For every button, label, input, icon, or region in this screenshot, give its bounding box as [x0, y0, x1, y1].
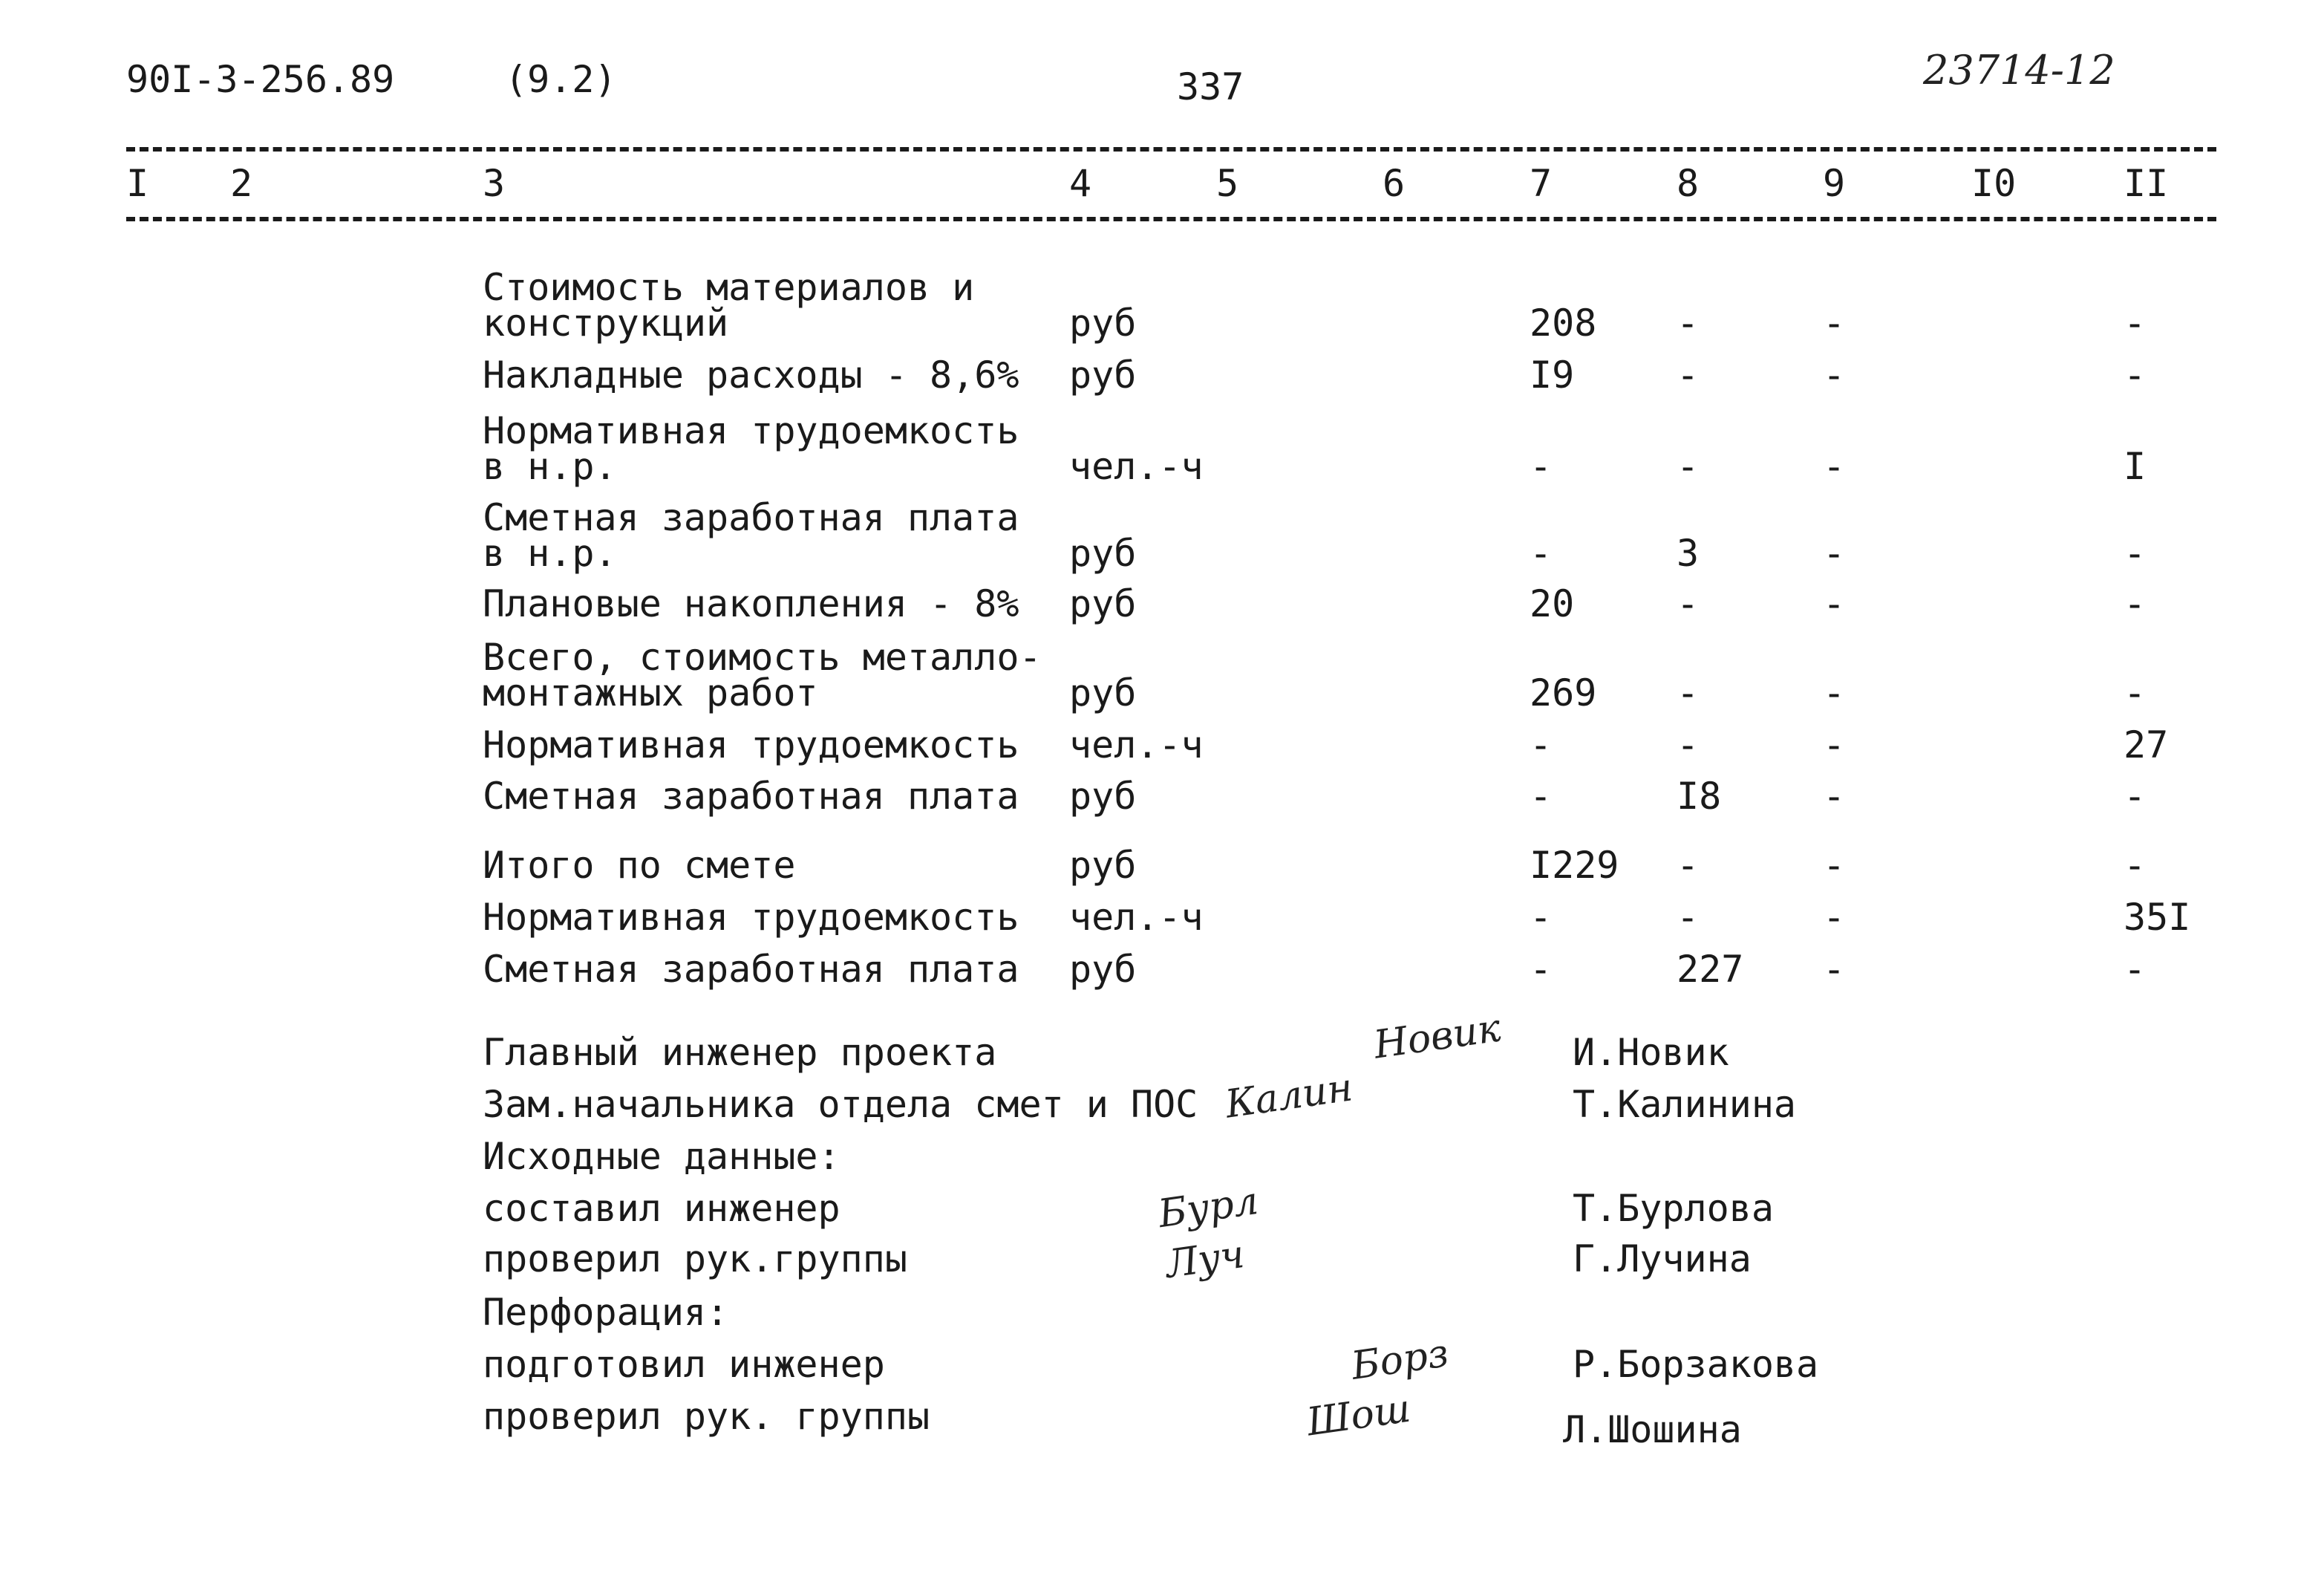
row-unit: руб: [1069, 948, 1137, 991]
signer-name: Р.Борзакова: [1573, 1343, 1819, 1386]
column-header-1: I: [126, 162, 149, 205]
row-col-9: -: [1823, 582, 1846, 625]
signature-role: Зам.начальника отдела смет и ПОС: [483, 1083, 1198, 1126]
row-col-7: I9: [1530, 354, 1575, 397]
row-col-7: -: [1530, 532, 1553, 575]
row-description: Нормативная трудоемкость: [483, 723, 1019, 766]
column-header-3: 3: [483, 162, 506, 205]
signer-name: И.Новик: [1573, 1031, 1729, 1074]
row-description-cont: конструкций: [483, 302, 729, 345]
section-number: (9.2): [505, 58, 617, 101]
row-col-7: -: [1530, 896, 1553, 939]
row-col-11: -: [2124, 948, 2147, 991]
signature-scribble-icon: Бурл: [1155, 1178, 1261, 1237]
row-description-cont: монтажных работ: [483, 671, 818, 714]
column-header-6: 6: [1383, 162, 1406, 205]
column-header-9: 9: [1823, 162, 1846, 205]
column-header-7: 7: [1530, 162, 1553, 205]
row-description-cont: в н.р.: [483, 532, 617, 575]
row-description: Накладные расходы - 8,6%: [483, 354, 1019, 397]
row-col-8: -: [1677, 844, 1700, 887]
document-code: 90I-3-256.89: [126, 58, 395, 101]
row-description: Итого по смете: [483, 844, 796, 887]
row-col-11: -: [2124, 671, 2147, 714]
signature-scribble-icon: Калин: [1222, 1065, 1356, 1127]
row-col-8: -: [1677, 671, 1700, 714]
row-unit: чел.-ч: [1069, 896, 1204, 939]
row-col-9: -: [1823, 844, 1846, 887]
row-col-9: -: [1823, 354, 1846, 397]
row-description-cont: в н.р.: [483, 445, 617, 488]
row-col-7: -: [1530, 723, 1553, 766]
signature-scribble-icon: Луч: [1163, 1231, 1247, 1288]
row-col-9: -: [1823, 671, 1846, 714]
row-description: Сметная заработная плата: [483, 775, 1019, 818]
row-col-7: 269: [1530, 671, 1597, 714]
signature-role: подготовил инженер: [483, 1343, 885, 1386]
row-description: Всего, стоимость металло-: [483, 636, 1042, 679]
row-unit: руб: [1069, 354, 1137, 397]
signature-scribble-icon: Новик: [1371, 1006, 1504, 1068]
row-col-7: -: [1530, 948, 1553, 991]
signature-role: проверил рук.группы: [483, 1237, 907, 1280]
row-col-8: 3: [1677, 532, 1700, 575]
row-description: Сметная заработная плата: [483, 948, 1019, 991]
row-description: Сметная заработная плата: [483, 496, 1019, 539]
row-unit: чел.-ч: [1069, 445, 1204, 488]
row-col-9: -: [1823, 723, 1846, 766]
signature-role: Исходные данные:: [483, 1135, 841, 1178]
row-col-8: -: [1677, 354, 1700, 397]
row-col-9: -: [1823, 445, 1846, 488]
row-col-11: -: [2124, 302, 2147, 345]
archive-number: 23714-12: [1923, 47, 2115, 94]
row-col-11: 35I: [2124, 896, 2191, 939]
row-col-11: -: [2124, 532, 2147, 575]
row-col-9: -: [1823, 896, 1846, 939]
signer-name: Г.Лучина: [1573, 1237, 1752, 1280]
row-unit: руб: [1069, 582, 1137, 625]
row-description: Нормативная трудоемкость: [483, 896, 1019, 939]
row-col-8: -: [1677, 723, 1700, 766]
row-col-11: -: [2124, 775, 2147, 818]
row-col-11: -: [2124, 354, 2147, 397]
header-rule-top: [126, 147, 2216, 152]
row-unit: руб: [1069, 671, 1137, 714]
row-col-8: 227: [1677, 948, 1744, 991]
signature-role: проверил рук. группы: [483, 1395, 930, 1438]
column-header-10: I0: [1971, 162, 2017, 205]
header-rule-bottom: [126, 217, 2216, 221]
column-header-5: 5: [1216, 162, 1239, 205]
row-col-7: 208: [1530, 302, 1597, 345]
row-unit: чел.-ч: [1069, 723, 1204, 766]
row-col-9: -: [1823, 302, 1846, 345]
row-col-11: 27: [2124, 723, 2169, 766]
column-header-4: 4: [1069, 162, 1092, 205]
row-col-7: I229: [1530, 844, 1619, 887]
row-col-11: -: [2124, 844, 2147, 887]
signer-name: Л.Шошина: [1563, 1408, 1742, 1451]
signature-scribble-icon: Шош: [1304, 1386, 1414, 1445]
row-description: Плановые накопления - 8%: [483, 582, 1019, 625]
row-col-9: -: [1823, 948, 1846, 991]
row-col-8: I8: [1677, 775, 1722, 818]
row-description: Стоимость материалов и: [483, 266, 975, 309]
row-col-7: -: [1530, 775, 1553, 818]
row-unit: руб: [1069, 532, 1137, 575]
row-col-8: -: [1677, 445, 1700, 488]
row-col-8: -: [1677, 896, 1700, 939]
signer-name: Т.Калинина: [1573, 1083, 1797, 1126]
row-col-8: -: [1677, 302, 1700, 345]
row-col-11: -: [2124, 582, 2147, 625]
row-col-9: -: [1823, 775, 1846, 818]
row-unit: руб: [1069, 775, 1137, 818]
signer-name: Т.Бурлова: [1573, 1187, 1774, 1230]
row-unit: руб: [1069, 302, 1137, 345]
page-number: 337: [1177, 65, 1244, 108]
signature-role: Главный инженер проекта: [483, 1031, 997, 1074]
row-unit: руб: [1069, 844, 1137, 887]
row-col-9: -: [1823, 532, 1846, 575]
row-description: Нормативная трудоемкость: [483, 409, 1019, 452]
column-header-11: II: [2124, 162, 2169, 205]
row-col-7: -: [1530, 445, 1553, 488]
signature-role: составил инженер: [483, 1187, 841, 1230]
signature-scribble-icon: Борз: [1348, 1331, 1452, 1389]
row-col-11: I: [2124, 445, 2147, 488]
row-col-8: -: [1677, 582, 1700, 625]
row-col-7: 20: [1530, 582, 1575, 625]
column-header-2: 2: [230, 162, 253, 205]
column-header-8: 8: [1677, 162, 1700, 205]
signature-role: Перфорация:: [483, 1291, 729, 1334]
